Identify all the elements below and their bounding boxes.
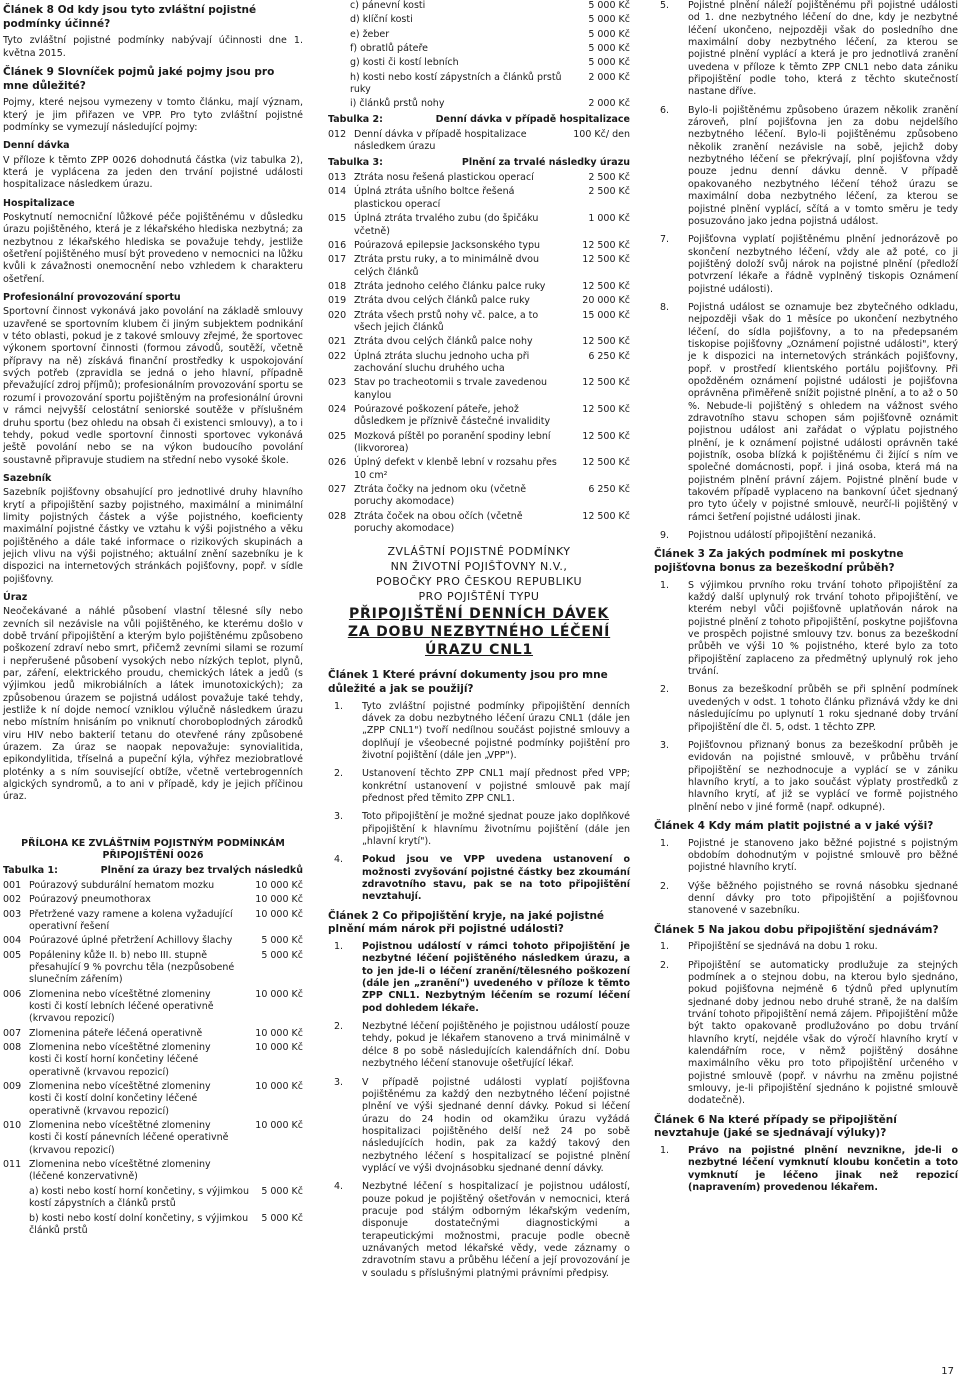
row-description: Zlomenina nebo víceštětné zlomeniny kosti či kostí dolní končetiny léčené operativně (krvavou repozicí) xyxy=(29,1081,211,1117)
term-hospitalization-def: Poskytnutí nemocniční lůžkové péče pojištěnému v důsledku úrazu pojištěného, která je z lékařského hlediska nezbytná; za nezbytnou z lékařského hlediska se považuje tehdy, jestliže ošetření pojištěného musí být provedeno v nemocnici na lůžku kvůli k závažnosti onemocnění nebo vzhledem k charakteru ošetření. xyxy=(3,212,303,285)
list-item xyxy=(328,701,630,763)
table-row xyxy=(3,1081,303,1118)
row-amount: 2 000 Kč xyxy=(588,98,630,110)
row-description: Ztráta nosu řešená plastickou operací xyxy=(354,172,534,184)
row-description: Ztráta čoček na obou očích (včetně poruchy akomodace) xyxy=(354,510,523,535)
list-item-text: Bonus za bezeškodní průběh se při splnění podmínek uvedených v odst. 1 tohoto článku přiznává vždy ke dni následujícímu po uplynutí 1 roku sjednané doby trvání připojištění dle čl. 5, odst. 1 těchto ZPP. xyxy=(688,684,958,733)
column-left xyxy=(3,0,303,1239)
list-item-text: Výše běžného pojistného se rovná násobku sjednané denní dávky pro toto připojištění a pojišťovnou stanovené v sazebníku. xyxy=(688,880,958,917)
row-code: 020 xyxy=(328,309,347,321)
table-2-label: Tabulka 2: xyxy=(328,113,383,125)
list-item-text: Tyto zvláštní pojistné podmínky připojištění denních dávek za dobu nezbytného léčení úrazu CNL1 (dále jen „ZPP CNL1") tvoří nedílnou součást pojistné smlouvy a doplňují je všeobecné pojistné podmínky pojištění pro životní pojištění (dále jen „VPP"). xyxy=(362,700,630,761)
row-description: Zlomenina nebo víceštětné zlomeniny kosti či kostí horní končetiny léčené operativně (krvavou repozicí) xyxy=(29,1042,211,1078)
page-number: 17 xyxy=(941,1366,954,1377)
list-item-number: 3. xyxy=(660,739,670,751)
article-2-heading: Článek 2 Co připojištění kryje, na jaké pojistné plnění mám nárok při pojistné události? xyxy=(328,909,605,936)
row-code: 008 xyxy=(3,1042,22,1054)
list-item xyxy=(654,684,958,733)
list-item-text: Pojistné plnění náleží pojištěnému při pojistné události od 1. dne nezbytného léčení do dne, kdy je nezbytné léčení ukončeno, nejpozději však do posledního dne maximální doby nezbytného léčení, za kterou se pojistné plnění vyplácí a která je pro jednotlivá zranění uvedena v příloze k těmto ZPP CNL1 nebo data zániku připojištění podle toho, která z těchto skutečností nastane dříve. xyxy=(688,0,958,98)
list-item-number: 1. xyxy=(660,941,670,953)
table-row xyxy=(3,935,303,947)
annex-heading-line-2: PŘIPOJIŠTĚNÍ 0026 xyxy=(102,849,204,861)
list-item-text: Pojišťovna vyplatí pojištěnému plnění jednorázově po skončení nezbytného léčení, vždy ale až poté, co ji pojištěný doloží svůj nárok na pojistné plnění (předloží potvrzení lékaře a řádně vyplněný tiskopis Oznámení pojistné události). xyxy=(688,234,958,295)
article-3-list xyxy=(654,580,958,814)
table-2 xyxy=(328,129,630,154)
term-hospitalization: Hospitalizace xyxy=(3,197,75,209)
row-amount: 10 000 Kč xyxy=(255,1042,303,1054)
article-1-list xyxy=(328,701,630,904)
table-subrow xyxy=(328,0,630,12)
row-description: f) obratlů páteře xyxy=(350,43,429,55)
table-1 xyxy=(3,880,303,1184)
title-line-4: PRO POJIŠTĚNÍ TYPU xyxy=(418,589,540,603)
table-subrow xyxy=(3,1213,303,1238)
list-item-number: 9. xyxy=(660,530,670,542)
row-code: 028 xyxy=(328,510,347,522)
list-item-number: 2. xyxy=(660,959,670,971)
row-description: Úplná ztráta ušního boltce řešená plastickou operací xyxy=(354,186,515,210)
term-tariff: Sazebník xyxy=(3,472,52,484)
table-row xyxy=(328,484,630,509)
list-item-text: Pojistnou událostí v rámci tohoto připojištění je nezbytné léčení pojištěného následkem úrazu, a to jen jde-li o léčení zranění/tělesného poškození (dále jen „zranění") uvedeného v příloze k těmto ZPP CNL1. Nezbytným léčením se rozumí léčení pod dohledem lékaře. xyxy=(362,941,630,1014)
article-5-list xyxy=(654,941,958,1107)
list-item-text: Připojištění se sjednává na dobu 1 roku. xyxy=(688,941,878,953)
term-professional-sport-def: Sportovní činnost vykonává jako povolání na základě smlouvy uzavřené se sportovním klubem či jiným subjektem podnikání v této oblasti, pokud je z takové smlouvy zřejmé, že sportovec výkonem sportovní činnosti (formou závodů, soutěží, včetně přípravy na ně) získává finanční prostředky k uspokojování svých potřeb (zpravidla se jedná o jeho hlavní, případně převažující zdroj příjmů); profesionálním provozování sportu se rozumí i provozování sportu pojištěným na profesionální úrovni v rámci nejvyšší celostátní seniorské soutěže v příslušném druhu sportu (bez ohledu na obsah či existenci smlouvy), a to i tehdy, pokud vedle sportovní činnosti sportovec vykonává ještě povolání nebo se na výkon budoucího povolání soustavně připravuje studiem na střední nebo vysoké škole. xyxy=(3,306,303,466)
list-item-text: S výjimkou prvního roku trvání tohoto připojištění za každý další uplynulý rok trvání tohoto připojištění, ve kterém nebyl vůči pojišťovně uplatňován nárok na pojistné plnění z tohoto připojištění, poskytne pojišťovna ve prospěch pojistné smlouvy tzv. bonus za bezeškodní průběh ve výši 10 % pojistného, které bylo za toto připojištění zaplaceno za předmětný uplynulý rok jeho trvání. xyxy=(688,579,958,678)
row-description: Ztráta čočky na jednom oku (včetně poruchy akomodace) xyxy=(354,484,527,508)
row-description: i) článků prstů nohy xyxy=(350,98,445,110)
row-code: 014 xyxy=(328,186,347,198)
table-row xyxy=(328,254,630,279)
title-line-5: PŘIPOJIŠTĚNÍ DENNÍCH DÁVEK xyxy=(348,605,610,622)
table-row xyxy=(3,989,303,1026)
table-subrow xyxy=(328,57,630,69)
row-amount: 20 000 Kč xyxy=(582,295,630,307)
list-item xyxy=(328,1077,630,1176)
title-line-3: POBOČKY PRO ČESKOU REPUBLIKU xyxy=(375,575,583,589)
row-code: 002 xyxy=(3,894,22,906)
row-amount: 10 000 Kč xyxy=(255,894,303,906)
row-description: Úplná ztráta trvalého zubu (do špičáku včetně) xyxy=(354,213,539,237)
list-item xyxy=(654,580,958,679)
row-description: Úplná ztráta sluchu jednoho ucha při zachování sluchu druhého ucha xyxy=(354,350,530,374)
row-amount: 5 000 Kč xyxy=(261,949,303,961)
list-item xyxy=(654,881,958,918)
list-item xyxy=(654,740,958,814)
list-item xyxy=(654,0,958,99)
title-line-2: NN ŽIVOTNÍ POJIŠŤOVNY N.V., xyxy=(390,560,568,574)
row-code: 005 xyxy=(3,949,22,961)
table-1-title: Plnění za úrazy bez trvalých následků xyxy=(100,864,303,876)
row-description: Ztráta jednoho celého článku palce ruky xyxy=(354,280,546,292)
row-amount: 6 250 Kč xyxy=(588,350,630,362)
table-row xyxy=(3,909,303,934)
list-item xyxy=(654,302,958,524)
title-line-6: ZA DOBU NEZBYTNÉHO LÉČENÍ xyxy=(347,623,611,640)
list-item-number: 4. xyxy=(334,1181,344,1193)
list-item-text: Pojistné je stanoveno jako běžné pojistné s pojistným obdobím dohodnutým v pojistné smlouvě pro běžné pojistné hlavního krytí. xyxy=(688,837,958,874)
row-description: Poúrazový pneumothorax xyxy=(29,894,151,906)
table-subrow xyxy=(3,1186,303,1211)
row-amount: 6 250 Kč xyxy=(588,484,630,496)
row-description: Zlomenina nebo víceštětné zlomeniny (léčené konzervativně) xyxy=(29,1159,211,1183)
term-tariff-def: Sazebník pojišťovny obsahující pro jednotlivé druhy hlavního krytí a připojištění sazby pojistného, maximální a minimální limity pojistných částek a výše pojistného, koeficienty maximální pojistné částky ve vztahu k výši pojistného a věku pojištěného a dále také informace o rizikových skupinách a jejich vlivu na výši pojistného; aktuální znění sazebníku je k dispozici na internetových stránkách pojišťovny, popř. v sídle pojišťovny. xyxy=(3,487,303,585)
term-injury-def: Neočekávané a náhlé působení vlastní tělesné síly nebo zevních sil nezávisle na vůli pojištěného, ke kterému došlo v době trvání připojištění a kterým bylo pojištěnému způsobeno poškození zdraví nebo smrt, přičemž zevními silami se rozumí i nepřerušené působení vysokých nebo nízkých teplot, plynů, par, záření, elektrického proudu, chemických látek a jedů (s výjimkou jedů mikrobiálních a látek imunotoxických); za způsobenou úrazem se pojistná událost považuje také tehdy, jestliže k ní dojde nemocí vzniklou výlučně následkem úrazu nebo místním hnisáním po vniknutí choroboplodných zárodků viru HIV nebo bakterií tetanu do otevřené rány způsobené úrazem. Za úraz se naopak nepovažuje: synovialitida, epikondylitida, tříselná a pupeční kýla, výhřez meziobratlové ploténky a s ním související obtíže, včetně vertebrogenních algických syndromů, a to ani v případě, kdy je jejich příčinou úraz. xyxy=(3,606,303,803)
list-item-number: 1. xyxy=(660,579,670,591)
row-amount xyxy=(241,1159,303,1184)
article-9-text: Pojmy, které nejsou vymezeny v tomto článku, mají význam, který je jim přiřazen ve VPP. Pro tyto zvláštní pojistné podmínky se vymezují následující pojmy: xyxy=(3,97,303,133)
row-description: Zlomenina páteře léčená operativně xyxy=(29,1027,203,1039)
table-row xyxy=(3,880,303,892)
row-code: 023 xyxy=(328,377,347,389)
list-item-text: Pojistná událost se oznamuje bez zbytečného odkladu, nejpozději však do 1 měsíce po ukončení nezbytného léčení, do sídla pojišťovny, a to na předepsaném tiskopise pojišťovny „Oznámení pojistné události", který je k dispozici na internetových stránkách pojišťovny, popř. v prostředí klientského portálu pojišťovny. Při opožděném oznámení pojistné události je pojišťovna oprávněna přiměřeně snížit pojistné plnění, a to až o 50 %. Nebude-li pojištěný s ohledem na vážnost svého zdravotního stavu schopen sám pojišťovně oznámit pojistnou událost ani zařádat o výplatu pojistného plnění, je k oznámení pojistné události oprávněn také pojistník, osoba blízká k pojištěnému či žijící s ním ve společné domácnosti, popř. i jiná osoba, která má na pojistném plnění právní zájem. Pojistné plnění bude v takovém případě vyplaceno na bankovní účet sjednaný pro tyto účely v pojistné smlouvě, neurčí-li pojištěný v rámci šetření pojistné události jinak. xyxy=(688,301,958,523)
row-amount: 12 500 Kč xyxy=(582,457,630,469)
row-description: e) žeber xyxy=(350,28,390,40)
list-item xyxy=(328,1181,630,1280)
row-amount: 12 500 Kč xyxy=(582,403,630,415)
list-item-text: V případě pojistné události vyplatí pojišťovna pojištěnému za každý den nezbytného léčení pojistné plnění ve výši sjednané denní dávky. Pokud si léčení úrazu do 24 hodin od okamžiku úrazu vyžádá hospitalizaci pojištěného delší než 24 po sobě následujících hodin, pak za každý takový den nezbytného léčení s hospitalizací se pojistné plnění vyplácí ve výši dvojnásobku sjednané denní dávky. xyxy=(362,1076,630,1174)
row-code: 026 xyxy=(328,457,347,469)
table-row xyxy=(328,295,630,307)
list-item-text: Právo na pojistné plnění nevznikne, jde-li o nezbytné léčení vymknutí kloubu končetin a toto vymknutí je léčeno jinak než repozicí (napravením) provedenou lékařem. xyxy=(688,1145,958,1194)
row-description: c) pánevní kosti xyxy=(350,0,426,11)
row-amount: 15 000 Kč xyxy=(582,309,630,321)
row-amount: 12 500 Kč xyxy=(582,239,630,251)
list-item-number: 5. xyxy=(660,0,670,11)
row-amount: 5 000 Kč xyxy=(588,57,630,69)
row-amount: 5 000 Kč xyxy=(588,43,630,55)
article-6-heading: Článek 6 Na které případy se připojištění nevztahuje (jaké se sjednávají výluky)? xyxy=(654,1113,897,1140)
article-4-heading: Článek 4 Kdy mám platit pojistné a v jaké výši? xyxy=(654,819,934,832)
row-description: a) kosti nebo kostí horní končetiny, s výjimkou kostí zápystních a článků prstů xyxy=(29,1185,249,1210)
row-amount: 1 000 Kč xyxy=(588,213,630,225)
row-description: Ztráta prstu ruky, a to minimálně dvou celých článků xyxy=(354,254,539,278)
table-row xyxy=(328,213,630,238)
row-description: Poúrazové poškození páteře, jehož důsledkem je příznivě částečné invalidity xyxy=(354,403,551,428)
row-code: 016 xyxy=(328,239,347,251)
list-item-text: Připojištění se automaticky prodlužuje za stejných podmínek a o stejnou dobu, na kterou bylo sjednáno, pokud pojišťovna nejméně 6 týdnů před uplynutím sjednané doby jednou nebo druhé straně, že na dalším trvání tohoto připojištění nemá zájem. Připojištění může být takto opakovaně prodlužováno po dobu trvání hlavního krytí, nejdéle však do výročí hlavního krytí v kalendářním roce, v němž pojištěný dosáhne maximálního věku pro toto připojištění určeného v pojistné smlouvě (popř. v návrhu na změnu pojistné smlouvy, je-li připojištění sjednáno k pojistné smlouvě dodatečně). xyxy=(688,959,958,1107)
row-amount: 5 000 Kč xyxy=(261,935,303,947)
table-row xyxy=(328,404,630,429)
article-3-heading: Článek 3 Za jakých podmínek mi poskytne pojišťovna bonus za bezeškodní průběh? xyxy=(654,548,904,575)
row-description: b) kosti nebo kostí dolní končetiny, s výjimkou článků prstů xyxy=(29,1212,249,1236)
list-item-text: Ustanovení těchto ZPP CNL1 mají přednost před VPP; konkrétní ustanovení v pojistné smlouvě pak mají přednost před těmito ZPP CNL1. xyxy=(362,768,630,805)
list-item xyxy=(654,105,958,228)
annex-heading-line-1: PŘÍLOHA KE ZVLÁŠTNÍM POJISTNÝM PODMÍNKÁM xyxy=(21,837,285,849)
table-1-label: Tabulka 1: xyxy=(3,864,58,876)
row-description: Přetržené vazy ramene a kolena vyžadující operativní řešení xyxy=(29,908,233,932)
row-code: 027 xyxy=(328,484,347,496)
list-item-number: 2. xyxy=(334,768,344,780)
row-description: Ztráta dvou celých článků palce nohy xyxy=(354,336,533,348)
row-description: g) kosti či kostí lebních xyxy=(350,57,459,69)
row-code: 010 xyxy=(3,1120,22,1132)
annex-heading xyxy=(3,838,303,862)
table-row xyxy=(3,1120,303,1157)
row-description: Stav po tracheotomii s trvale zavedenou kanylou xyxy=(354,377,548,401)
row-amount: 12 500 Kč xyxy=(582,430,630,442)
table-row xyxy=(3,1042,303,1079)
table-row xyxy=(328,377,630,402)
row-code: 009 xyxy=(3,1081,22,1093)
article-9-heading: Článek 9 Slovníček pojmů jaké pojmy jsou pro mne důležité? xyxy=(3,65,275,92)
row-description: Poúrazové úplné přetržení Achillovy šlachy xyxy=(29,935,233,947)
row-description: Poúrazový subdurální hematom mozku xyxy=(29,879,215,891)
list-item xyxy=(654,941,958,953)
article-2-list xyxy=(328,941,630,1280)
list-item-number: 1. xyxy=(660,1145,670,1156)
row-amount: 12 500 Kč xyxy=(582,280,630,292)
table-row xyxy=(3,894,303,906)
list-item-number: 8. xyxy=(660,301,670,313)
row-code: 004 xyxy=(3,935,22,947)
table-row xyxy=(328,310,630,335)
list-item-text: Toto připojištění je možné sjednat pouze jako doplňkové připojištění k hlavnímu životnímu pojištění (dále jen „hlavní krytí"). xyxy=(362,811,630,848)
table-row xyxy=(328,172,630,184)
list-item xyxy=(328,768,630,805)
document-title xyxy=(328,545,630,659)
row-amount: 2 500 Kč xyxy=(588,172,630,184)
table-row xyxy=(328,186,630,211)
row-description: Denní dávka v případě hospitalizace následkem úrazu xyxy=(354,129,527,153)
row-amount: 2 000 Kč xyxy=(588,71,630,83)
article-4-list xyxy=(654,838,958,918)
row-description: Zlomenina nebo víceštětné zlomeniny kosti či kostí lebních léčené operativně (krvavou repozicí) xyxy=(29,988,214,1025)
row-code: 022 xyxy=(328,350,347,362)
row-code: 003 xyxy=(3,908,22,920)
row-code: 006 xyxy=(3,988,22,1000)
table-row xyxy=(328,457,630,482)
row-description: Úplný defekt v klenbě lební v rozsahu přes 10 cm² xyxy=(354,457,557,481)
table-2-header xyxy=(328,114,630,126)
table-row xyxy=(328,431,630,456)
term-daily-allowance: Denní dávka xyxy=(3,140,70,152)
title-line-7: ÚRAZU CNL1 xyxy=(424,642,534,659)
row-amount: 10 000 Kč xyxy=(255,1081,303,1093)
row-code: 007 xyxy=(3,1027,22,1039)
table-3-title: Plnění za trvalé následky úrazu xyxy=(461,156,630,168)
row-description: Poúrazová epilepsie Jacksonského typu xyxy=(354,239,541,251)
row-code: 017 xyxy=(328,254,347,266)
table-3-label: Tabulka 3: xyxy=(328,156,383,168)
row-code: 018 xyxy=(328,280,347,292)
row-code: 013 xyxy=(328,172,347,184)
row-description: Popáleniny kůže II. b) nebo III. stupně přesahující 9 % povrchu těla (nezpůsobené slunečním zářením) xyxy=(29,949,235,986)
table-row xyxy=(328,281,630,293)
table-3 xyxy=(328,172,630,535)
list-item-number: 4. xyxy=(334,854,344,866)
term-injury: Úraz xyxy=(3,591,28,603)
list-item-number: 6. xyxy=(660,104,670,116)
row-description: Ztráta dvou celých článků palce ruky xyxy=(354,295,530,307)
article-8-text: Tyto zvláštní pojistné podmínky nabývají účinnosti dne 1. května 2015. xyxy=(3,35,303,59)
row-description: Zlomenina nebo víceštětné zlomeniny kosti či kostí pánevních léčené operativně (krvavou repozicí) xyxy=(29,1120,229,1156)
list-item-text: Nezbytné léčení s hospitalizací je pojistnou událostí, pouze pokud je pojištěný ošetřován v nemocnici, která pracuje pod stálým odborným lékařským vedením, disponuje dostatečnými diagnostickými a terapeutickými možnostmi, pracuje podle obecně uznávaných metod lékařské vědy, vede záznamy o zdravotním stavu a průběhu léčení a její provozování je v souladu s příslušnými platnými právními předpisy. xyxy=(362,1181,630,1279)
table-subrow xyxy=(328,72,630,97)
list-item-number: 1. xyxy=(334,700,344,712)
title-line-1: ZVLÁŠTNÍ POJISTNÉ PODMÍNKY xyxy=(387,545,571,559)
list-item xyxy=(654,960,958,1108)
table-3-header xyxy=(328,157,630,169)
row-code: 012 xyxy=(328,129,347,141)
table-subrow xyxy=(328,14,630,26)
table-row xyxy=(328,336,630,348)
list-item xyxy=(328,811,630,848)
table-row xyxy=(3,1028,303,1040)
list-item xyxy=(328,854,630,903)
article-2-list-continued xyxy=(654,0,958,542)
list-item-number: 2. xyxy=(660,880,670,892)
table-row xyxy=(3,950,303,987)
table-2-title: Denní dávka v případě hospitalizace xyxy=(435,113,630,125)
table-subrow xyxy=(328,29,630,41)
list-item xyxy=(654,234,958,296)
list-item-number: 2. xyxy=(660,684,670,696)
row-amount: 5 000 Kč xyxy=(261,1185,303,1197)
row-amount: 5 000 Kč xyxy=(261,1212,303,1224)
table-row xyxy=(328,351,630,376)
row-amount: 12 500 Kč xyxy=(582,510,630,522)
table-subrow xyxy=(328,98,630,110)
table-row xyxy=(328,511,630,536)
article-8-heading: Článek 8 Od kdy jsou tyto zvláštní pojistné podmínky účinné? xyxy=(3,4,257,30)
row-code: 019 xyxy=(328,295,347,307)
table-1-header xyxy=(3,865,303,877)
row-code: 025 xyxy=(328,430,347,442)
list-item xyxy=(654,1145,958,1194)
table-1-subitems xyxy=(3,1186,303,1237)
row-amount: 100 Kč/ den xyxy=(573,129,630,141)
table-row xyxy=(3,1159,303,1184)
row-amount: 12 500 Kč xyxy=(582,377,630,389)
list-item-text: Pokud jsou ve VPP uvedena ustanovení o možnosti zvyšování pojistné částky bez zkoumání zdravotního stavu, pak se na toto připojištění nevztahují. xyxy=(362,854,630,903)
term-professional-sport: Profesionální provozování sportu xyxy=(3,292,181,304)
list-item-text: Nezbytné léčení pojištěného je pojistnou událostí pouze tehdy, pokud je lékařem stanoveno a trvá minimálně v délce 8 po sobě následujících kalendářních dní. Dobu nezbytného léčení stanovuje ošetřující lékař. xyxy=(362,1021,630,1070)
row-code: 021 xyxy=(328,336,347,348)
list-item-number: 3. xyxy=(334,1076,344,1088)
row-amount: 12 500 Kč xyxy=(582,254,630,266)
article-5-heading: Článek 5 Na jakou dobu připojištění sjednávám? xyxy=(654,923,939,936)
row-amount: 10 000 Kč xyxy=(255,879,303,891)
row-amount: 12 500 Kč xyxy=(582,336,630,348)
row-amount: 5 000 Kč xyxy=(588,0,630,11)
row-description: d) klíční kosti xyxy=(350,14,413,26)
row-amount: 10 000 Kč xyxy=(255,1120,303,1132)
row-description: Ztráta všech prstů nohy vč. palce, a to všech jejich článků xyxy=(354,309,539,333)
row-description: h) kosti nebo kostí zápystních a článků prstů ruky xyxy=(350,71,562,96)
row-amount: 10 000 Kč xyxy=(255,908,303,920)
table-row xyxy=(328,129,630,154)
table-subrow xyxy=(328,43,630,55)
article-6-list xyxy=(654,1145,958,1194)
column-middle xyxy=(328,0,630,1286)
row-code: 015 xyxy=(328,213,347,225)
list-item xyxy=(654,838,958,875)
list-item-number: 1. xyxy=(334,941,344,953)
list-item-number: 7. xyxy=(660,234,670,246)
list-item-number: 3. xyxy=(334,811,344,823)
column-right xyxy=(654,0,958,1200)
row-code: 011 xyxy=(3,1159,22,1171)
row-description: Mozková píštěl po poranění spodiny lební (likvororea) xyxy=(354,430,551,454)
row-amount: 5 000 Kč xyxy=(588,14,630,26)
list-item xyxy=(328,1021,630,1070)
article-1-heading: Článek 1 Které právní dokumenty jsou pro mne důležité a jak se použijí? xyxy=(328,669,608,695)
table-row xyxy=(328,240,630,252)
list-item xyxy=(654,530,958,542)
list-item-text: Pojišťovnou přiznaný bonus za bezeškodní průběh je evidován na pojistné smlouvě, v průběhu trvání připojištění se nezhodnocuje a vyplácí se v zániku hlavního krytí, a to jako součást výplaty prostředků z hlavního krytí, ať již se vyplácí ve formě pojistného plnění nebo v jiné formě (např. odkupné). xyxy=(688,739,958,813)
row-code: 024 xyxy=(328,403,347,415)
list-item-text: Bylo-li pojištěnému způsobeno úrazem několik zranění zároveň, plní pojišťovna jen za dobu nejdelšího nezbytného léčení. Bylo-li pojištěnému způsobeno několik zranění nezávisle na sobě, jejichž doby nezbytného léčení se překrývají, plní pojišťovna vždy pouze jednu denní dávku denně. V případě opakovaného nezbytného léčení téhož úrazu se maximální doba nezbytného léčení, za kterou se pojistné plnění vyplácí, sčítá a v tomto směru je tedy posuzováno jako jedna pojistná událost. xyxy=(688,104,958,227)
row-amount: 5 000 Kč xyxy=(588,28,630,40)
list-item-number: 2. xyxy=(334,1021,344,1033)
list-item-number: 1. xyxy=(660,837,670,849)
row-amount: 10 000 Kč xyxy=(255,988,303,1000)
list-item xyxy=(328,941,630,1015)
term-daily-allowance-def: V příloze k těmto ZPP 0026 dohodnutá částka (viz tabulka 2), která je vyplácena za jeden den trvání pojistné události hospitalizace následkem úrazu. xyxy=(3,154,303,191)
list-item-text: Pojistnou událostí připojištění nezaniká. xyxy=(688,530,877,542)
table-1-continued xyxy=(328,0,630,111)
row-amount: 10 000 Kč xyxy=(255,1027,303,1039)
row-amount: 2 500 Kč xyxy=(588,186,630,198)
row-code: 001 xyxy=(3,879,22,891)
